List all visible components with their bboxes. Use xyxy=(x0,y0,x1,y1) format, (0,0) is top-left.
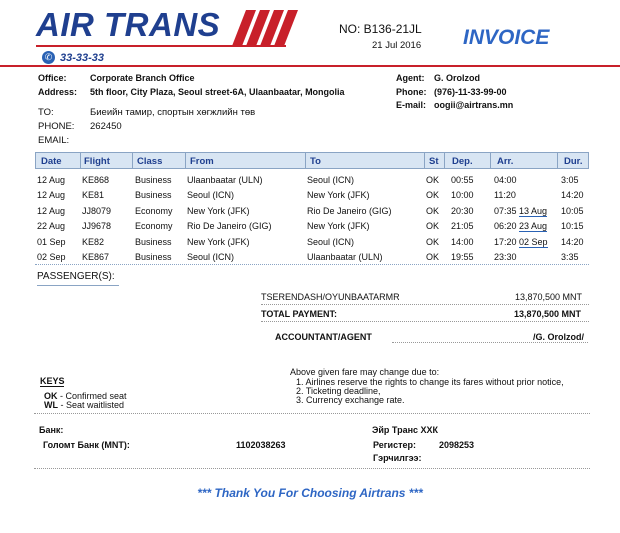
row-duration: 10:05 xyxy=(561,206,584,216)
passengers-underline xyxy=(37,285,119,286)
row-flight: KE867 xyxy=(82,252,110,262)
row-flight: KE81 xyxy=(82,190,105,200)
row-date: 22 Aug xyxy=(37,221,66,231)
key-wl-code: WL xyxy=(44,400,58,410)
bank-label: Банк: xyxy=(39,425,64,435)
row-date: 01 Sep xyxy=(37,237,66,247)
row-to: Seoul (ICN) xyxy=(307,175,355,185)
row-status: OK xyxy=(426,206,440,216)
row-arrival-date: 23 Aug xyxy=(519,221,548,231)
row-arrival: 06:20 xyxy=(494,221,517,231)
row-duration: 3:05 xyxy=(561,175,579,185)
col-arrival: Arr. xyxy=(497,156,514,167)
address-label: Address: xyxy=(38,87,78,97)
to-value: Биеийн тамир, спортын хөгжлийн төв xyxy=(90,107,256,118)
invoice-title: INVOICE xyxy=(463,26,550,49)
row-departure: 19:55 xyxy=(451,252,474,262)
row-date: 12 Aug xyxy=(37,206,66,216)
logo-stripes-icon xyxy=(232,10,302,46)
col-flight: Flight xyxy=(84,156,110,167)
row-to: New York (JFK) xyxy=(307,190,370,200)
agent-label: Agent: xyxy=(396,73,425,83)
row-arrival-date: 02 Sep xyxy=(519,237,548,247)
row-status: OK xyxy=(426,190,440,200)
row-class: Business xyxy=(135,175,172,185)
col-duration: Dur. xyxy=(564,156,583,167)
row-to: Ulaanbaatar (ULN) xyxy=(307,252,383,262)
row-class: Business xyxy=(135,237,172,247)
col-departure: Dep. xyxy=(452,156,473,167)
agent-value: G. Orolzod xyxy=(434,73,480,83)
passenger-divider xyxy=(261,304,589,305)
office-label: Office: xyxy=(38,73,67,83)
customer-email-label: EMAIL: xyxy=(38,135,70,146)
agent-phone-label: Phone: xyxy=(396,87,427,97)
row-arrival: 04:00 xyxy=(494,175,517,185)
row-flight: JJ9678 xyxy=(82,221,112,231)
agent-email-label: E-mail: xyxy=(396,100,427,110)
row-flight: KE82 xyxy=(82,237,105,247)
row-duration: 3:35 xyxy=(561,252,579,262)
thank-you-message: *** Thank You For Choosing Airtrans *** xyxy=(197,486,423,500)
register-value: 2098253 xyxy=(439,440,475,450)
row-to: Seoul (ICN) xyxy=(307,237,355,247)
row-departure: 14:00 xyxy=(451,237,474,247)
col-from: From xyxy=(190,156,214,167)
section-divider xyxy=(34,413,590,414)
key-ok-code: OK xyxy=(44,391,58,401)
passenger-name: TSERENDASH/OYUNBAATARMR xyxy=(261,292,400,302)
row-class: Business xyxy=(135,190,172,200)
header-phone xyxy=(42,51,104,64)
row-arrival: 23:30 xyxy=(494,252,517,262)
row-flight: KE868 xyxy=(82,175,110,185)
row-flight: JJ8079 xyxy=(82,206,112,216)
row-from: Ulaanbaatar (ULN) xyxy=(187,175,263,185)
row-departure: 21:05 xyxy=(451,221,474,231)
row-from: New York (JFK) xyxy=(187,237,250,247)
row-from: Seoul (ICN) xyxy=(187,252,235,262)
passengers-label: PASSENGER(S): xyxy=(37,271,115,282)
address-value: 5th floor, City Plaza, Seoul street-6A, Ulaanbaatar, Mongolia xyxy=(90,87,345,97)
key-wl-desc: - Seat waitlisted xyxy=(58,400,125,410)
row-status: OK xyxy=(426,237,440,247)
phone-icon: ✆ xyxy=(42,51,55,64)
fare-note-intro: Above given fare may change due to: xyxy=(290,367,440,377)
col-status: St xyxy=(429,156,439,167)
row-departure: 20:30 xyxy=(451,206,474,216)
row-arrival: 11:20 xyxy=(494,190,516,200)
company-name: Эйр Транс ХХК xyxy=(372,425,439,435)
row-date: 12 Aug xyxy=(37,190,66,200)
row-from: Rio De Janeiro (GIG) xyxy=(187,221,272,231)
total-divider xyxy=(261,321,589,322)
bank-account: 1102038263 xyxy=(236,440,286,450)
flight-table-header xyxy=(35,152,589,169)
row-date: 12 Aug xyxy=(37,175,66,185)
total-payment-label: TOTAL PAYMENT: xyxy=(261,309,338,319)
fare-note-item: 3. Currency exchange rate. xyxy=(296,395,405,405)
row-duration: 14:20 xyxy=(561,237,584,247)
certificate-label: Гэрчилгээ: xyxy=(373,453,422,463)
row-duration: 14:20 xyxy=(561,190,584,200)
row-date: 02 Sep xyxy=(37,252,66,262)
table-bottom-rule xyxy=(35,264,589,265)
fare-note-item: 2. Ticketing deadline, xyxy=(296,386,381,396)
invoice-number: NO: B136-21JL xyxy=(339,22,422,36)
row-departure: 10:00 xyxy=(451,190,474,200)
row-arrival: 17:20 xyxy=(494,237,517,247)
register-label: Регистер: xyxy=(373,440,416,450)
keys-underline xyxy=(40,386,64,387)
row-status: OK xyxy=(426,252,440,262)
signature-name: /G. Orolzod/ xyxy=(533,332,584,342)
row-status: OK xyxy=(426,221,440,231)
row-arrival: 07:35 xyxy=(494,206,517,216)
row-class: Economy xyxy=(135,206,173,216)
office-value: Corporate Branch Office xyxy=(90,73,195,83)
passenger-amount: 13,870,500 MNT xyxy=(515,292,583,302)
row-from: Seoul (ICN) xyxy=(187,190,235,200)
row-status: OK xyxy=(426,175,440,185)
row-arrival-date: 13 Aug xyxy=(519,206,548,216)
fare-note-item: 1. Airlines reserve the rights to change its fares without prior notice, xyxy=(296,377,564,387)
row-class: Business xyxy=(135,252,172,262)
key-ok-desc: - Confirmed seat xyxy=(57,391,127,401)
to-label: TO: xyxy=(38,107,54,118)
logo-underline xyxy=(36,45,286,47)
agent-email-value[interactable]: oogii@airtrans.mn xyxy=(434,100,514,110)
signature-line xyxy=(392,342,588,343)
accountant-agent-label: ACCOUNTANT/AGENT xyxy=(275,332,372,342)
customer-phone-value: 262450 xyxy=(90,121,122,132)
bank-name: Голомт Банк (MNT): xyxy=(43,440,130,450)
footer-divider xyxy=(34,468,590,469)
total-payment-value: 13,870,500 MNT xyxy=(514,309,582,319)
logo-text: AIR TRANS xyxy=(36,6,221,43)
col-date: Date xyxy=(41,156,62,167)
customer-phone-label: PHONE: xyxy=(38,121,75,132)
row-class: Economy xyxy=(135,221,173,231)
row-to: New York (JFK) xyxy=(307,221,370,231)
col-class: Class xyxy=(137,156,163,167)
row-from: New York (JFK) xyxy=(187,206,250,216)
invoice-date: 21 Jul 2016 xyxy=(372,40,422,51)
agent-phone-value: (976)-11-33-99-00 xyxy=(434,87,507,97)
col-to: To xyxy=(310,156,321,167)
row-to: Rio De Janeiro (GIG) xyxy=(307,206,392,216)
row-departure: 00:55 xyxy=(451,175,474,185)
key-wl xyxy=(44,400,124,410)
keys-title: KEYS xyxy=(40,376,65,386)
row-duration: 10:15 xyxy=(561,221,584,231)
header-phone-number: 33-33-33 xyxy=(60,51,105,64)
header-divider xyxy=(0,65,620,67)
